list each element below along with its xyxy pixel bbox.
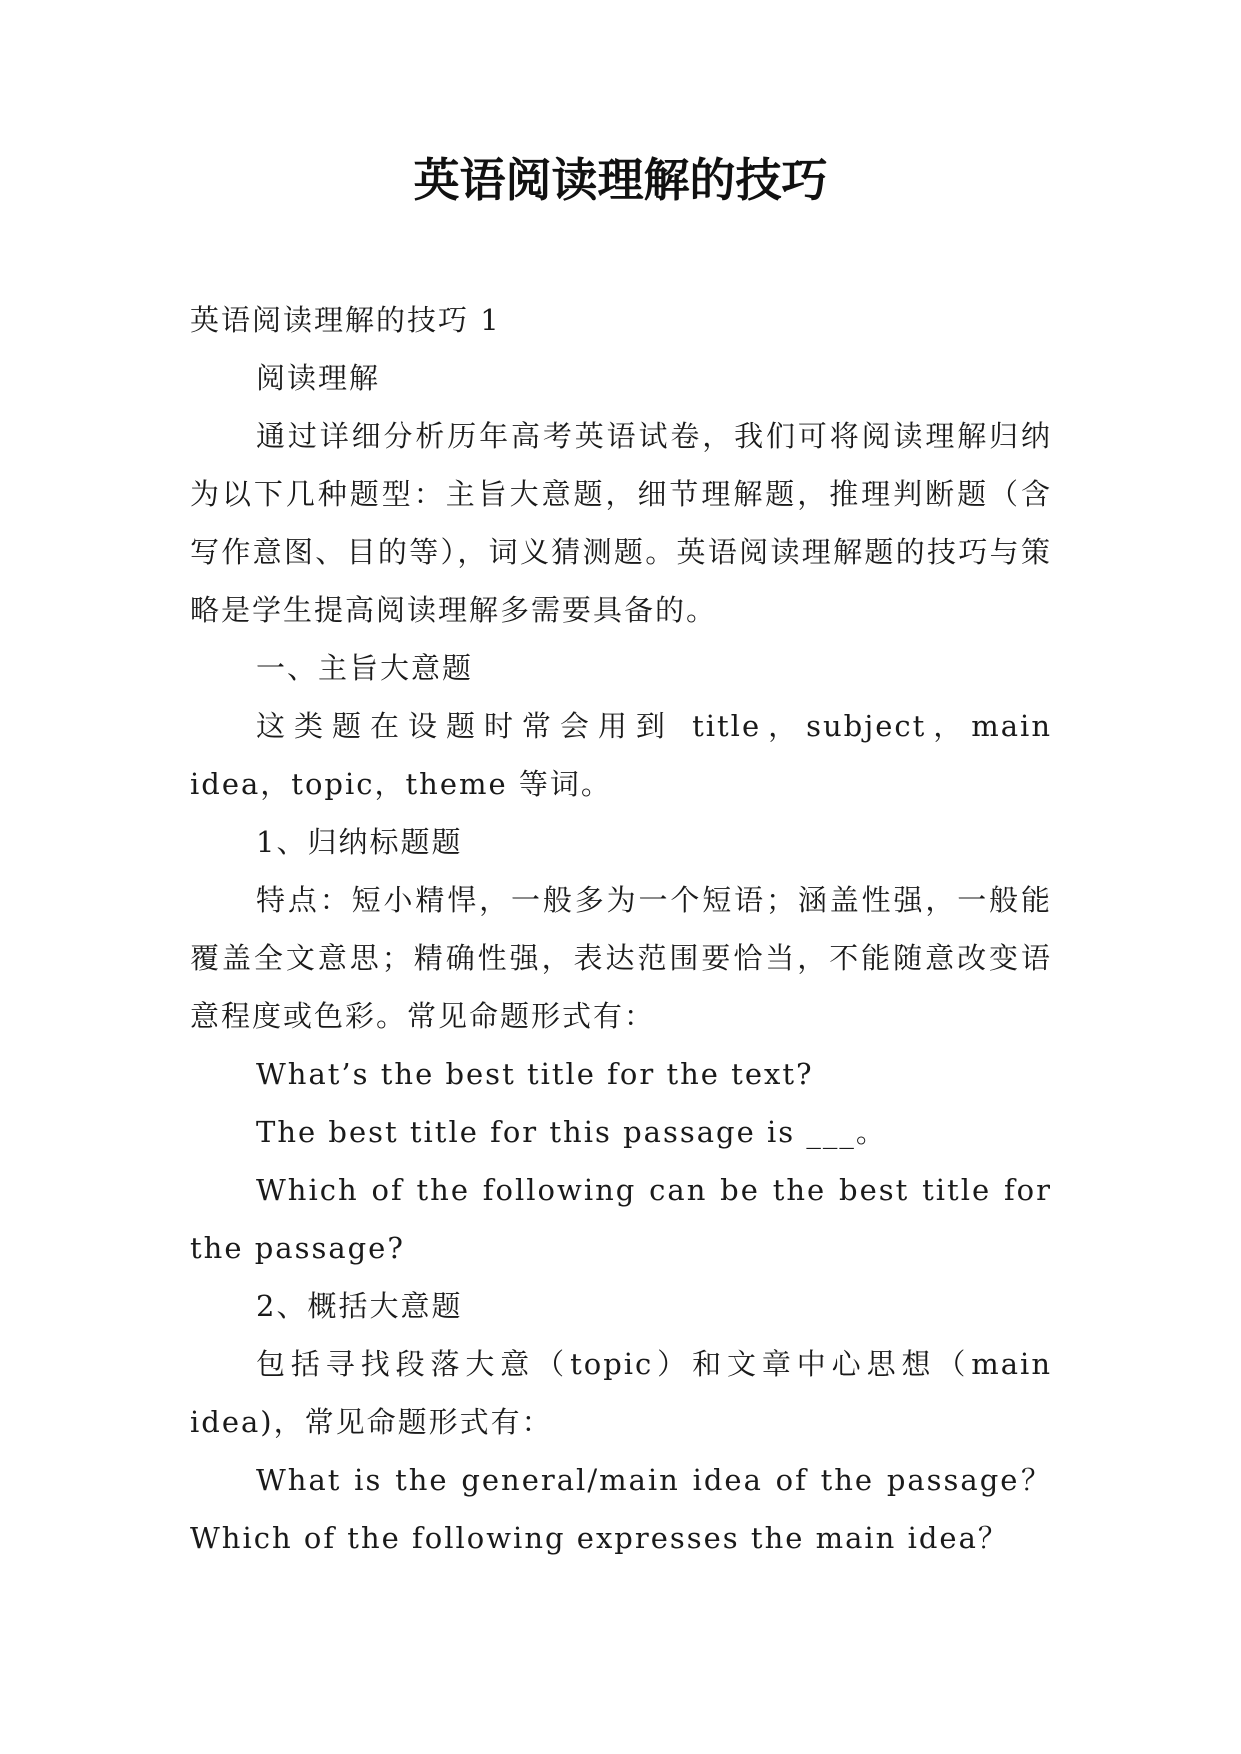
paragraph: 通过详细分析历年高考英语试卷，我们可将阅读理解归纳为以下几种题型：主旨大意题，细节理解题，推理判断题（含写作意图、目的等），词义猜测题。英语阅读理解题的技巧与策略是学生提高阅读理解多需要具备的。 bbox=[190, 419, 1052, 627]
paragraph: 1、归纳标题题 bbox=[256, 825, 463, 859]
paragraph: 一、主旨大意题 bbox=[256, 651, 474, 685]
paragraph: 阅读理解 bbox=[256, 361, 381, 395]
paragraph: 特点：短小精悍，一般多为一个短语；涵盖性强，一般能覆盖全文意思；精确性强，表达范围要恰当，不能随意改变语意程度或色彩。常见命题形式有： bbox=[190, 883, 1052, 1033]
paragraph: 这类题在设题时常会用到 title，subject，main idea，topic，theme 等词。 bbox=[190, 709, 1052, 801]
paragraph: 包括寻找段落大意（topic）和文章中心思想（main idea)，常见命题形式有： bbox=[190, 1347, 1052, 1439]
document-body bbox=[190, 291, 1052, 1567]
document-title: 英语阅读理解的技巧 bbox=[413, 153, 828, 207]
paragraph: What is the general/main idea of the passage？Which of the following expresses the main idea？ bbox=[190, 1463, 1052, 1555]
paragraph: What’s the best title for the text? bbox=[256, 1057, 814, 1091]
paragraph: The best title for this passage is ___。 bbox=[256, 1115, 887, 1149]
paragraph: 2、概括大意题 bbox=[256, 1289, 463, 1323]
paragraph: Which of the following can be the best title for the passage? bbox=[190, 1173, 1052, 1265]
paragraph: 英语阅读理解的技巧 1 bbox=[190, 303, 501, 337]
